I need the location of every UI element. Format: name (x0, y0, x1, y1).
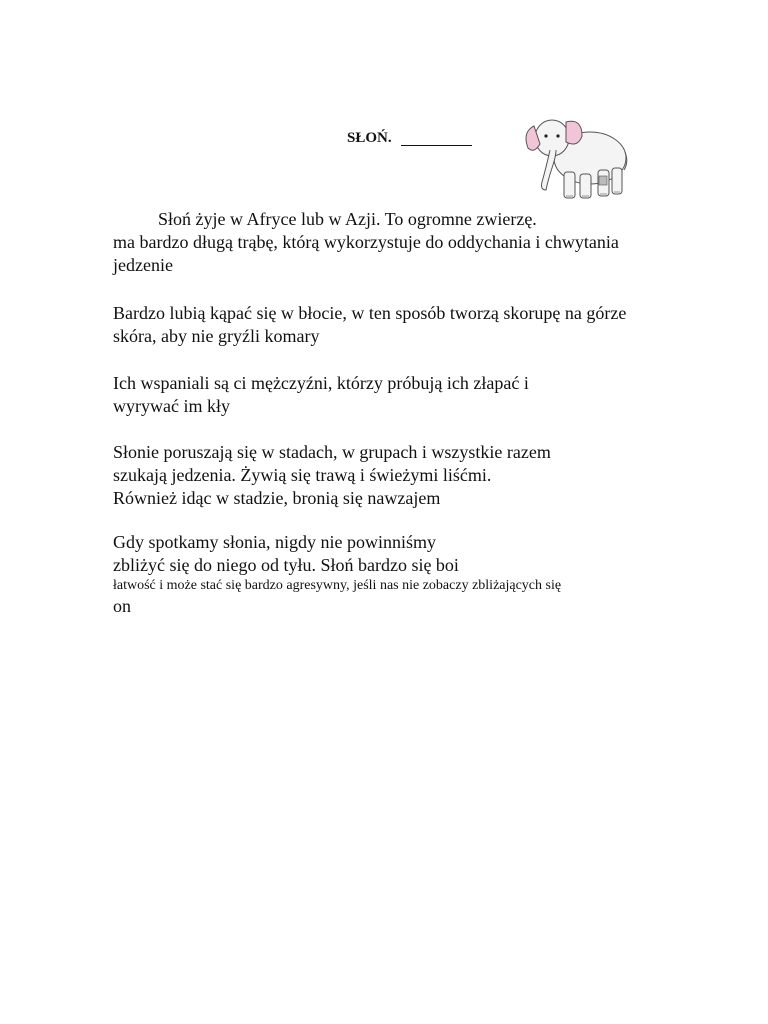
document-title: SŁOŃ. (347, 130, 392, 146)
paragraph-1 (113, 208, 633, 277)
paragraph-2 (113, 302, 633, 348)
paragraph-4 (113, 441, 633, 510)
title-underline-blank (401, 145, 472, 146)
paragraph-4-line-2: szukają jedzenia. Żywią się trawą i świeżymi liśćmi. (113, 465, 492, 485)
paragraph-5-line-4: on (113, 596, 131, 616)
paragraph-4-line-1: Słonie poruszają się w stadach, w grupach i wszystkie razem (113, 442, 551, 462)
paragraph-1-line-3: jedzenie (113, 255, 173, 275)
paragraph-5-line-2: zbliżyć się do niego od tyłu. Słoń bardzo się boi (113, 555, 459, 575)
paragraph-5 (113, 531, 633, 618)
paragraph-2-line-1: Bardzo lubią kąpać się w błocie, w ten sposób tworzą skorupę na górze (113, 303, 627, 323)
paragraph-1-line-1: Słoń żyje w Afryce lub w Azji. To ogromne zwierzę. (158, 209, 537, 229)
paragraph-3-line-2: wyrywać im kły (113, 396, 230, 416)
paragraph-3 (113, 372, 633, 418)
paragraph-1-line-2: ma bardzo długą trąbę, którą wykorzystuje do oddychania i chwytania (113, 232, 619, 252)
paragraph-2-line-2: skóra, aby nie gryźli komary (113, 326, 320, 346)
paragraph-5-line-1: Gdy spotkamy słonia, nigdy nie powinniśmy (113, 532, 436, 552)
paragraph-3-line-1: Ich wspaniali są ci mężczyźni, którzy próbują ich złapać i (113, 373, 529, 393)
paragraph-5-line-3: łatwość i może stać się bardzo agresywny, jeśli nas nie zobaczy zbliżających się (113, 578, 562, 593)
elephant-illustration (520, 110, 630, 206)
paragraph-4-line-3: Również idąc w stadzie, bronią się nawzajem (113, 488, 441, 508)
